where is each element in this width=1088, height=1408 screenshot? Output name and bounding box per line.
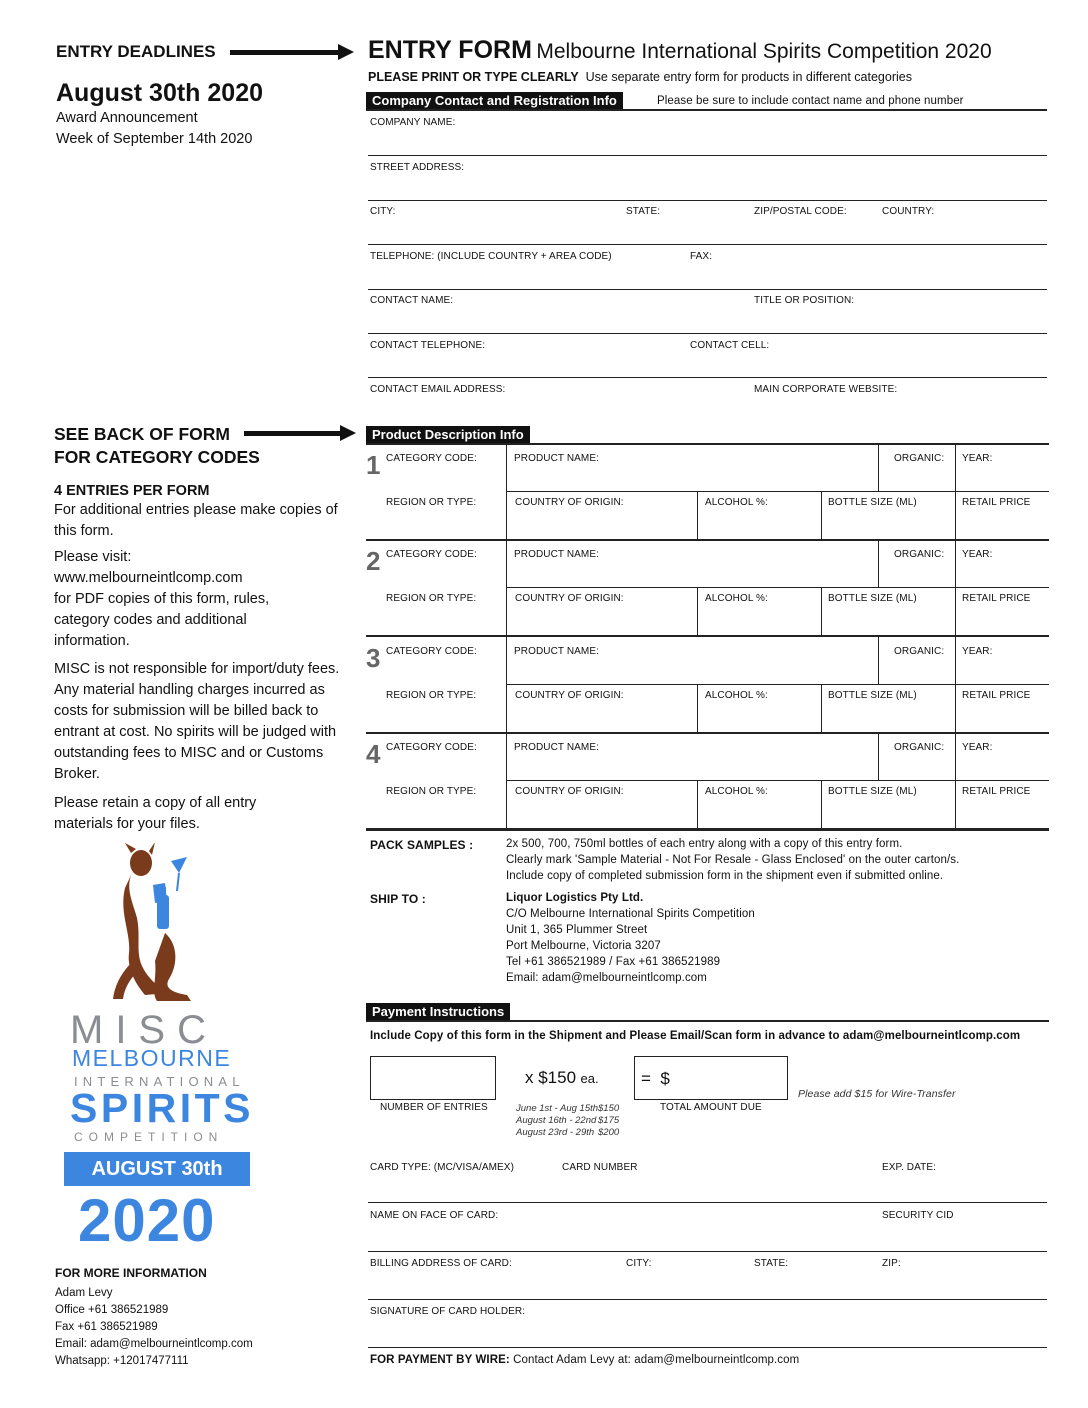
alcohol-label: ALCOHOL %: bbox=[705, 497, 768, 508]
logo-spirits: SPIRITS bbox=[70, 1085, 254, 1131]
billing-address-label: BILLING ADDRESS OF CARD: bbox=[370, 1258, 512, 1269]
country-origin-label: COUNTRY OF ORIGIN: bbox=[515, 497, 624, 508]
wire-payment-line: FOR PAYMENT BY WIRE: Contact Adam Levy at: adam@melbourneintlcomp.com bbox=[370, 1354, 800, 1366]
year-label: YEAR: bbox=[962, 549, 993, 560]
product-name-label: PRODUCT NAME: bbox=[514, 646, 600, 657]
card-number-label: CARD NUMBER bbox=[562, 1162, 638, 1173]
logo-competition: COMPETITION bbox=[74, 1130, 224, 1144]
alcohol-label: ALCOHOL %: bbox=[705, 690, 768, 701]
ship-line-4: Port Melbourne, Victoria 3207 bbox=[506, 940, 661, 952]
tier-row: August 16th - 22nd $175 bbox=[516, 1115, 620, 1126]
left-para-2c: for PDF copies of this form, rules, category codes and additional information. bbox=[54, 591, 270, 649]
ship-line-1: Liquor Logistics Pty Ltd. bbox=[506, 892, 644, 904]
tier-row: June 1st - Aug 15th$150 bbox=[516, 1103, 620, 1114]
left-para-2a: Please visit: bbox=[54, 549, 132, 565]
city-label: CITY: bbox=[370, 206, 396, 217]
contact-name-field[interactable] bbox=[368, 333, 1047, 334]
category-code-label: CATEGORY CODE: bbox=[386, 453, 477, 464]
left-para-4: Please retain a copy of all entry materials for your files. bbox=[54, 795, 257, 832]
title-rest: Melbourne International Spirits Competition 2020 bbox=[536, 40, 992, 63]
entry-number: 2 bbox=[366, 546, 381, 576]
number-of-entries-label: NUMBER OF ENTRIES bbox=[380, 1102, 488, 1113]
city-field[interactable] bbox=[368, 244, 1047, 245]
country-label: COUNTRY: bbox=[882, 206, 935, 217]
organic-label: ORGANIC: bbox=[894, 646, 945, 657]
product-row-divider[interactable] bbox=[506, 780, 1049, 781]
contact-fax: Fax +61 386521989 bbox=[55, 1321, 158, 1333]
region-label: REGION OR TYPE: bbox=[386, 690, 477, 701]
street-label: STREET ADDRESS: bbox=[370, 162, 465, 173]
region-label: REGION OR TYPE: bbox=[386, 786, 477, 797]
name-on-card-field[interactable] bbox=[368, 1251, 1047, 1252]
organic-label: ORGANIC: bbox=[894, 742, 945, 753]
contact-name: Adam Levy bbox=[55, 1287, 113, 1299]
ship-line-6[interactable]: Email: adam@melbourneintlcomp.com bbox=[506, 972, 707, 984]
telephone-field[interactable] bbox=[368, 289, 1047, 290]
category-code-label: CATEGORY CODE: bbox=[386, 742, 477, 753]
retail-price-label: RETAIL PRICE bbox=[962, 497, 1031, 508]
card-type-field[interactable] bbox=[368, 1202, 1047, 1203]
retail-price-label: RETAIL PRICE bbox=[962, 593, 1031, 604]
contact-email-label: CONTACT EMAIL ADDRESS: bbox=[370, 384, 506, 395]
street-field[interactable] bbox=[368, 200, 1047, 201]
product-row-divider[interactable] bbox=[506, 491, 1049, 492]
deadline-date: August 30th 2020 bbox=[56, 79, 264, 107]
alcohol-label: ALCOHOL %: bbox=[705, 593, 768, 604]
tier-row: August 23rd - 29th $200 bbox=[516, 1127, 620, 1138]
title-bold: ENTRY FORM bbox=[368, 36, 532, 64]
exp-date-label: EXP. DATE: bbox=[882, 1162, 936, 1173]
price-tiers bbox=[516, 1103, 619, 1139]
name-on-card-label: NAME ON FACE OF CARD: bbox=[370, 1210, 499, 1221]
left-para-3: MISC is not responsible for import/duty fees. Any material handling charges incurred as costs for submission will be billed back to entrant at cost. No spirits will be judged with outstanding fees to MISC and or Customs Broker. bbox=[54, 661, 340, 782]
award-line-2: Week of September 14th 2020 bbox=[56, 131, 253, 147]
bottle-size-label: BOTTLE SIZE (ML) bbox=[828, 497, 917, 508]
entry-number: 1 bbox=[366, 450, 381, 480]
pack-line-3: Include copy of completed submission form in the shipment even if submitted online. bbox=[506, 870, 944, 882]
year-label: YEAR: bbox=[962, 453, 993, 464]
organic-label: ORGANIC: bbox=[894, 453, 945, 464]
country-origin-label: COUNTRY OF ORIGIN: bbox=[515, 690, 624, 701]
entry-number: 3 bbox=[366, 643, 381, 673]
bottle-size-label: BOTTLE SIZE (ML) bbox=[828, 690, 917, 701]
entry-deadlines-heading: ENTRY DEADLINES bbox=[56, 42, 216, 61]
kangaroo-logo-icon bbox=[105, 843, 215, 1005]
contact-title: FOR MORE INFORMATION bbox=[55, 1266, 207, 1280]
page-title bbox=[368, 36, 992, 65]
price-each: x $150 ea. bbox=[525, 1068, 599, 1087]
product-name-label: PRODUCT NAME: bbox=[514, 742, 600, 753]
website-link[interactable]: www.melbourneintlcomp.com bbox=[54, 570, 243, 586]
billing-city-label: CITY: bbox=[626, 1258, 652, 1269]
organic-label: ORGANIC: bbox=[894, 549, 945, 560]
retail-price-label: RETAIL PRICE bbox=[962, 690, 1031, 701]
contact-office: Office +61 386521989 bbox=[55, 1304, 169, 1316]
entry-number: 4 bbox=[366, 739, 381, 769]
company-section-bar: Company Contact and Registration Info bbox=[366, 92, 623, 110]
zip-label: ZIP/POSTAL CODE: bbox=[754, 206, 847, 217]
ship-line-3: Unit 1, 365 Plummer Street bbox=[506, 924, 648, 936]
contact-email[interactable]: Email: adam@melbourneintlcomp.com bbox=[55, 1338, 253, 1350]
bottle-size-label: BOTTLE SIZE (ML) bbox=[828, 593, 917, 604]
title-position-label: TITLE OR POSITION: bbox=[754, 295, 855, 306]
total-amount-box[interactable] bbox=[634, 1056, 788, 1100]
payment-instruction: Include Copy of this form in the Shipment and Please Email/Scan form in advance to adam@melbourneintlcomp.com bbox=[370, 1030, 1021, 1042]
category-code-label: CATEGORY CODE: bbox=[386, 549, 477, 560]
company-name-field[interactable] bbox=[368, 155, 1047, 156]
ship-to-label: SHIP TO : bbox=[370, 892, 426, 906]
entries-per-form: 4 ENTRIES PER FORM bbox=[54, 483, 210, 499]
year-label: YEAR: bbox=[962, 646, 993, 657]
telephone-label: TELEPHONE: (INCLUDE COUNTRY + AREA CODE) bbox=[370, 251, 612, 262]
product-name-label: PRODUCT NAME: bbox=[514, 549, 600, 560]
logo-melbourne: MELBOURNE bbox=[72, 1045, 232, 1071]
equals-dollar: = $ bbox=[641, 1069, 670, 1088]
bottle-size-label: BOTTLE SIZE (ML) bbox=[828, 786, 917, 797]
total-due-label: TOTAL AMOUNT DUE bbox=[660, 1102, 762, 1113]
company-name-label: COMPANY NAME: bbox=[370, 117, 456, 128]
logo-misc: MISC bbox=[70, 1008, 218, 1052]
contact-whatsapp: Whatsapp: +12017477111 bbox=[55, 1355, 189, 1367]
billing-address-field[interactable] bbox=[368, 1299, 1047, 1300]
card-type-label: CARD TYPE: (MC/VISA/AMEX) bbox=[370, 1162, 515, 1173]
pack-samples-label: PACK SAMPLES : bbox=[370, 838, 474, 852]
logo-year: 2020 bbox=[78, 1187, 216, 1254]
product-row-divider[interactable] bbox=[506, 684, 1049, 685]
arrow-icon bbox=[230, 50, 340, 55]
payment-section-bar: Payment Instructions bbox=[366, 1003, 510, 1021]
year-label: YEAR: bbox=[962, 742, 993, 753]
pack-line-2: Clearly mark 'Sample Material - Not For Resale - Glass Enclosed' on the outer carton/s. bbox=[506, 854, 960, 866]
see-back-heading-2: FOR CATEGORY CODES bbox=[54, 447, 260, 467]
contact-tel-field[interactable] bbox=[368, 377, 1047, 378]
signature-field[interactable] bbox=[368, 1347, 1047, 1348]
arrow-icon bbox=[244, 431, 342, 436]
retail-price-label: RETAIL PRICE bbox=[962, 786, 1031, 797]
billing-zip-label: ZIP: bbox=[882, 1258, 901, 1269]
fax-label: FAX: bbox=[690, 251, 713, 262]
region-label: REGION OR TYPE: bbox=[386, 497, 477, 508]
logo-date-banner: AUGUST 30th bbox=[64, 1152, 250, 1186]
award-line-1: Award Announcement bbox=[56, 110, 198, 126]
security-cid-label: SECURITY CID bbox=[882, 1210, 954, 1221]
ship-line-2: C/O Melbourne International Spirits Competition bbox=[506, 908, 755, 920]
product-name-label: PRODUCT NAME: bbox=[514, 453, 600, 464]
company-note: Please be sure to include contact name and phone number bbox=[657, 95, 964, 107]
country-origin-label: COUNTRY OF ORIGIN: bbox=[515, 786, 624, 797]
signature-label: SIGNATURE OF CARD HOLDER: bbox=[370, 1306, 526, 1317]
contact-tel-label: CONTACT TELEPHONE: bbox=[370, 340, 486, 351]
ship-line-5: Tel +61 386521989 / Fax +61 386521989 bbox=[506, 956, 721, 968]
number-of-entries-box[interactable] bbox=[370, 1056, 496, 1100]
website-label: MAIN CORPORATE WEBSITE: bbox=[754, 384, 898, 395]
product-section-bar: Product Description Info bbox=[366, 426, 530, 444]
contact-name-label: CONTACT NAME: bbox=[370, 295, 454, 306]
product-row-divider[interactable] bbox=[506, 587, 1049, 588]
state-label: STATE: bbox=[626, 206, 661, 217]
category-code-label: CATEGORY CODE: bbox=[386, 646, 477, 657]
print-clearly: PLEASE PRINT OR TYPE CLEARLY Use separate entry form for products in different categories bbox=[368, 70, 912, 84]
pack-line-1: 2x 500, 700, 750ml bottles of each entry along with a copy of this entry form. bbox=[506, 838, 903, 850]
region-label: REGION OR TYPE: bbox=[386, 593, 477, 604]
alcohol-label: ALCOHOL %: bbox=[705, 786, 768, 797]
see-back-heading-1: SEE BACK OF FORM bbox=[54, 424, 230, 444]
billing-state-label: STATE: bbox=[754, 1258, 789, 1269]
logo-international: INTERNATIONAL bbox=[74, 1074, 245, 1089]
country-origin-label: COUNTRY OF ORIGIN: bbox=[515, 593, 624, 604]
left-para-1: For additional entries please make copies of this form. bbox=[54, 502, 338, 539]
contact-cell-label: CONTACT CELL: bbox=[690, 340, 770, 351]
wire-fee-note: Please add $15 for Wire-Transfer bbox=[798, 1088, 956, 1100]
